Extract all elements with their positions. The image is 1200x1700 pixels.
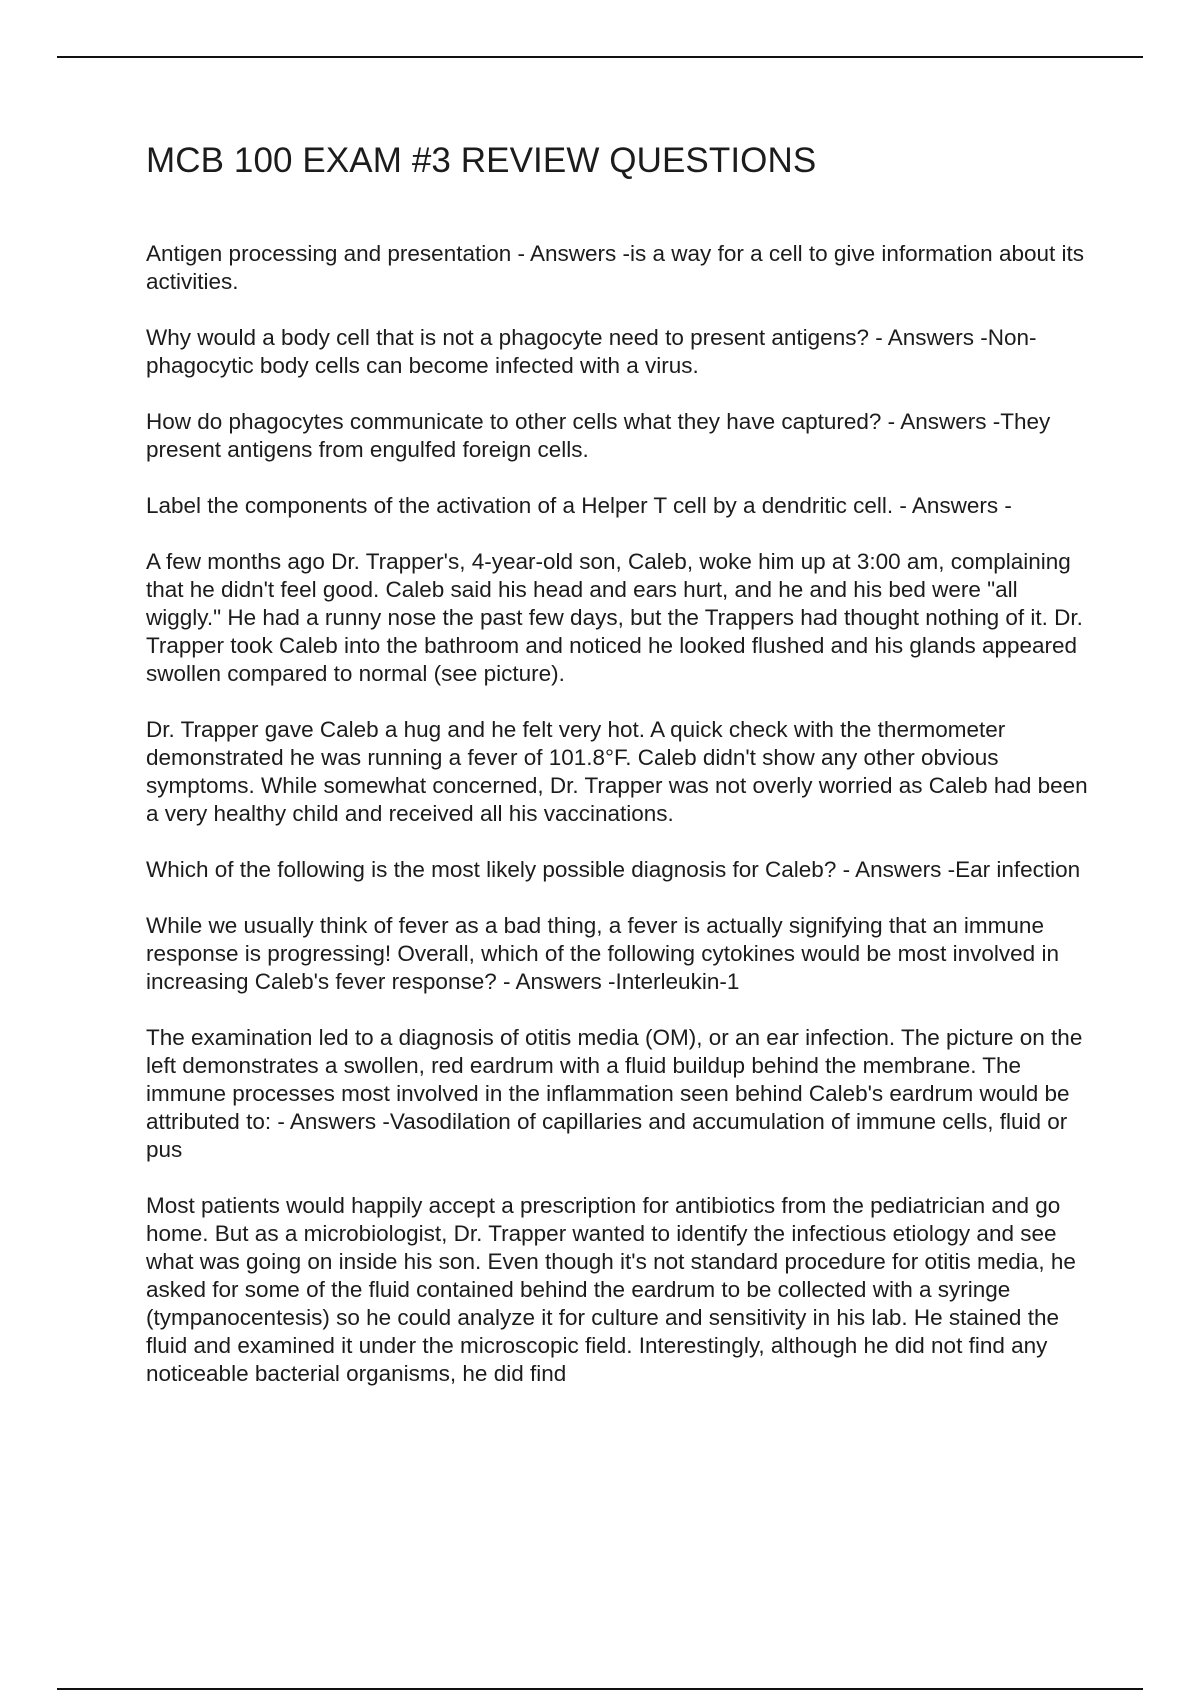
answer-text: Answers -They present antigens from engulfed foreign cells.: [146, 409, 1051, 462]
answer-text: Answers -: [911, 493, 1012, 518]
question-text: Dr. Trapper gave Caleb a hug and he felt very hot. A quick check with the thermometer demonstrated he was running a fever of 101.8°F. Caleb didn't show any other obvious symptoms. While somewhat concerned, Dr. Trapper was not overly worried as Caleb had been a very healthy child and received all his vaccinations.: [146, 717, 1088, 826]
question-text: How do phagocytes communicate to other cells what they have captured? -: [146, 409, 896, 434]
question-text: Most patients would happily accept a prescription for antibiotics from the pediatrician and go home. But as a microbiologist, Dr. Trapper wanted to identify the infectious etiology and see what was going on inside his son. Even though it's not standard procedure for otitis media, he asked for some of the fluid contained behind the eardrum to be collected with a syringe (tympanocentesis) so he could analyze it for culture and sensitivity in his lab. He stained the fluid and examined it under the microscopic field. Interestingly, although he did not find any noticeable bacterial organisms, he did find: [146, 1193, 1076, 1386]
qa-entry: [146, 548, 1096, 688]
question-text: Why would a body cell that is not a phagocyte need to present antigens? -: [146, 325, 883, 350]
answer-text: Answers -Interleukin-1: [515, 969, 740, 994]
bottom-divider: [57, 1688, 1143, 1690]
question-text: The examination led to a diagnosis of otitis media (OM), or an ear infection. The picture on the left demonstrates a swollen, red eardrum with a fluid buildup behind the membrane. The immune processes most involved in the inflammation seen behind Caleb's eardrum would be attributed to: -: [146, 1025, 1083, 1134]
question-text: Label the components of the activation of a Helper T cell by a dendritic cell. -: [146, 493, 907, 518]
answer-text: Answers -Non-phagocytic body cells can become infected with a virus.: [146, 325, 1037, 378]
question-text: While we usually think of fever as a bad thing, a fever is actually signifying that an immune response is progressing! Overall, which of the following cytokines would be most involved in increasing Caleb's fever response? -: [146, 913, 1059, 994]
answer-text: Answers -is a way for a cell to give information about its activities.: [146, 241, 1085, 294]
answer-text: Answers -Vasodilation of capillaries and accumulation of immune cells, fluid or pus: [146, 1109, 1068, 1162]
qa-entry: [146, 324, 1096, 380]
qa-entry: [146, 1024, 1096, 1164]
top-divider: [57, 56, 1143, 58]
question-text: A few months ago Dr. Trapper's, 4-year-old son, Caleb, woke him up at 3:00 am, complaining that he didn't feel good. Caleb said his head and ears hurt, and he and his bed were "all wiggly." He had a runny nose the past few days, but the Trappers had thought nothing of it. Dr. Trapper took Caleb into the bathroom and noticed he looked flushed and his glands appeared swollen compared to normal (see picture).: [146, 549, 1083, 686]
page-title: MCB 100 EXAM #3 REVIEW QUESTIONS: [146, 141, 817, 180]
qa-entry: [146, 240, 1096, 296]
question-text: Which of the following is the most likely possible diagnosis for Caleb? -: [146, 857, 851, 882]
answer-text: Answers -Ear infection: [855, 857, 1081, 882]
qa-entry: [146, 492, 1096, 520]
qa-entry: [146, 716, 1096, 828]
qa-entry: [146, 1192, 1096, 1388]
qa-entry: [146, 408, 1096, 464]
qa-entry: [146, 856, 1096, 884]
document-body: [146, 140, 1096, 1416]
qa-entry: [146, 912, 1096, 996]
question-text: Antigen processing and presentation -: [146, 241, 525, 266]
